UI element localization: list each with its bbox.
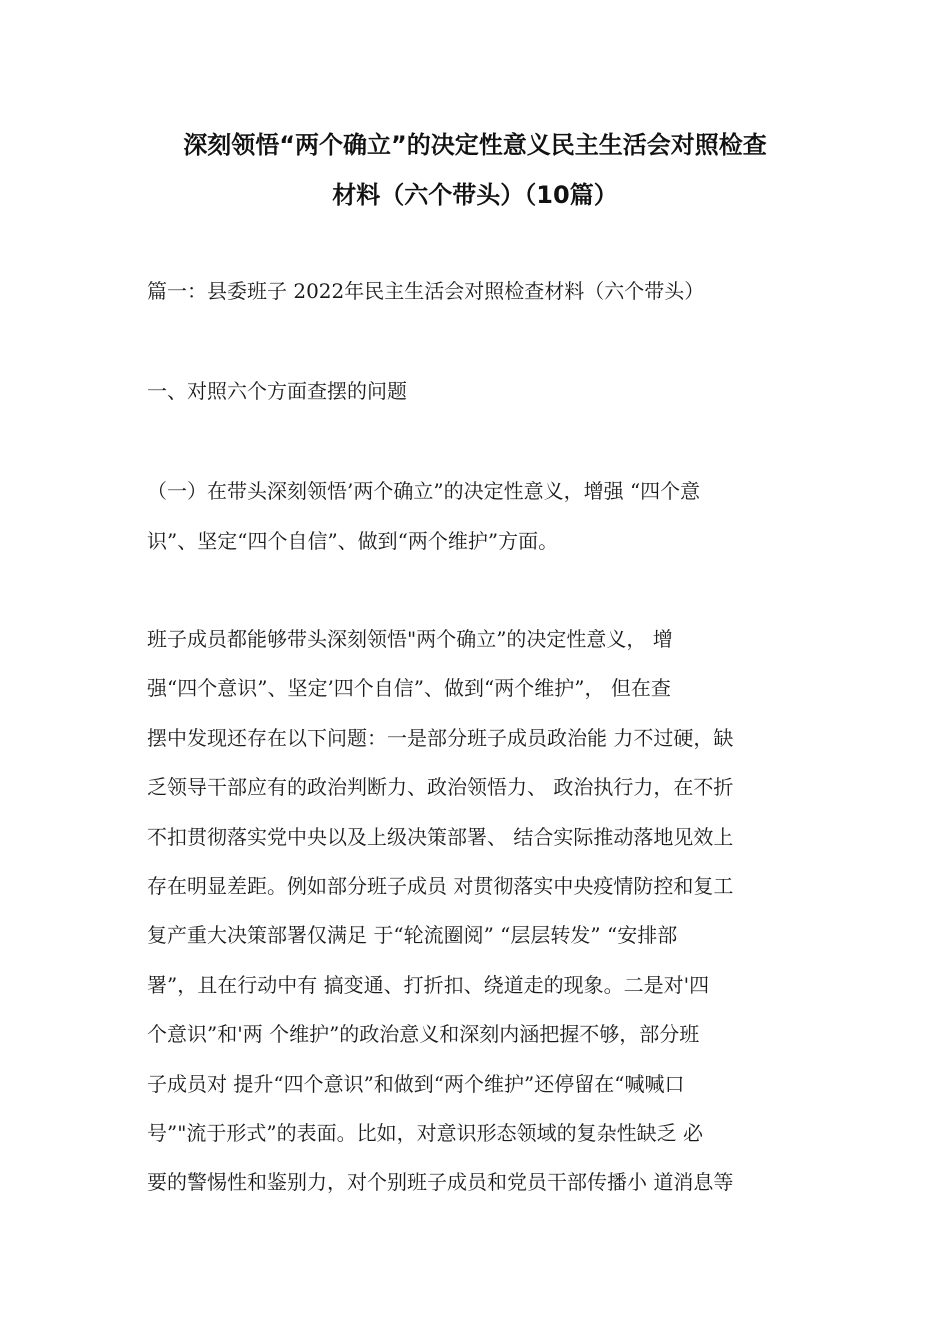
title-line-2: 材料（六个带头）（10篇） [332, 181, 618, 209]
paragraph-line: 存在明显差距。例如部分班子成员 对贯彻落实中央疫情防控和复工 [147, 873, 734, 898]
paragraph-line: 乏领导干部应有的政治判断力、政治领悟力、 政治执行力，在不折 [147, 775, 734, 800]
paragraph-line: 要的警惕性和鉴别力，对个别班子成员和党员干部传播小 道消息等 [147, 1170, 734, 1195]
paragraph-line: 摆中发现还存在以下问题：一是部分班子成员政治能 力不过硬，缺 [147, 725, 734, 750]
paragraph-line: 署”，且在行动中有 搞变通、打折扣、绕道走的现象。二是对'四 [147, 972, 710, 997]
document-title [140, 120, 810, 220]
paragraph-line: 强“四个意识”、坚定’四个自信”、做到“两个维护”， 但在查 [147, 676, 671, 701]
paragraph-line: （一）在带头深刻领悟’两个确立”的决定性意义，增强 “四个意 [147, 479, 701, 503]
paragraph-line: 不扣贯彻落实党中央以及上级决策部署、 结合实际推动落地见效上 [147, 824, 734, 849]
paragraph-line: 识”、坚定“四个自信”、做到“两个维护”方面。 [147, 528, 559, 553]
paragraph-line: 个意识”和'两 个维护”的政治意义和深刻内涵把握不够，部分班 [147, 1022, 700, 1047]
paragraph-line: 号”"流于形式”的表面。比如，对意识形态领域的复杂性缺乏 必 [147, 1120, 704, 1145]
paragraph-line: 班子成员都能够带头深刻领悟"两个确立”的决定性意义， 增 [147, 627, 673, 651]
paragraph-2 [147, 624, 807, 1217]
paragraph-line: 子成员对 提升“四个意识”和做到“两个维护”还停留在“喊喊口 [147, 1071, 685, 1096]
article-subtitle: 篇一：县委班子 2022年民主生活会对照检查材料（六个带头） [147, 279, 705, 303]
section-heading: 一、对照六个方面查摆的问题 [147, 379, 407, 403]
paragraph-1 [147, 476, 807, 575]
paragraph-line: 复产重大决策部署仅满足 于“轮流圈阅” “层层转发” “安排部 [147, 923, 678, 948]
title-line-1: 深刻领悟“两个确立”的决定性意义民主生活会对照检查 [183, 131, 767, 159]
